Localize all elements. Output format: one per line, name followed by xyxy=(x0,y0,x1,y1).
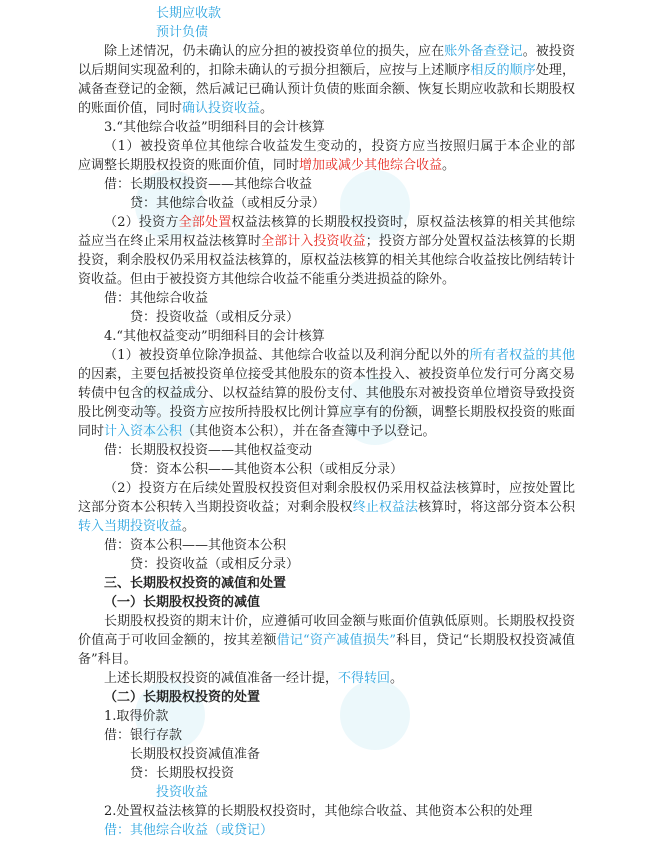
text-segment: 的账面价值，同时 xyxy=(78,101,183,116)
highlight-blue-text: 终止权益法 xyxy=(352,500,419,515)
text-segment: 借：其他综合收益 xyxy=(104,291,209,306)
text-line xyxy=(78,327,575,346)
text-line xyxy=(78,137,575,156)
text-segment: 处理， xyxy=(535,63,575,78)
text-segment: 资收益。但由于被投资方其他综合收益不能重分类进损益的除外。 xyxy=(78,272,456,287)
text-segment: 除上述情况，仍未确认的应分担的被投资单位的损失，应在 xyxy=(104,44,445,59)
text-segment: 借：长期股权投资——其他综合收益 xyxy=(104,177,313,192)
text-line xyxy=(78,783,575,802)
highlight-red-text: 增加或减少其他综合收益 xyxy=(299,158,443,173)
text-segment: 应调整长期股权投资的账面价值，同时 xyxy=(78,158,300,173)
text-line xyxy=(78,612,575,631)
text-segment: 投资，剩余股权仍采用权益法核算的，原权益法核算的相关其他综合收益按比例结转计 xyxy=(78,253,575,268)
text-line xyxy=(78,460,575,479)
text-segment: 3.“其他综合收益”明细科目的会计核算 xyxy=(104,120,325,135)
text-line xyxy=(78,175,575,194)
text-segment: 核算时，将这部分资本公积 xyxy=(418,500,575,515)
text-segment: 。 xyxy=(390,671,404,686)
highlight-blue-text: 转入当期投资收益 xyxy=(78,519,183,534)
text-line xyxy=(78,555,575,574)
highlight-blue-text: 借：其他综合收益（或贷记） xyxy=(104,823,274,838)
text-line xyxy=(78,517,575,536)
text-segment: 2.处置权益法核算的长期股权投资时，其他综合收益、其他资本公积的处理 xyxy=(104,804,533,819)
text-line xyxy=(78,251,575,270)
text-line xyxy=(78,536,575,555)
text-segment: （一）长期股权投资的减值 xyxy=(104,595,261,610)
text-segment: 备”科目。 xyxy=(78,652,137,667)
text-segment: 科目，贷记“长期股权投资减值 xyxy=(396,633,575,648)
text-line xyxy=(78,194,575,213)
text-line xyxy=(78,650,575,669)
highlight-blue-text: 确认投资收益 xyxy=(182,101,261,116)
text-line xyxy=(78,745,575,764)
text-segment: 同时 xyxy=(78,424,105,439)
text-segment: 借：银行存款 xyxy=(104,728,183,743)
text-line xyxy=(78,479,575,498)
text-line xyxy=(78,213,575,232)
text-segment: 三、长期股权投资的减值和处置 xyxy=(104,576,287,591)
text-segment: 权益法核算的长期股权投资时，原权益法核算的相关其他综 xyxy=(231,215,575,230)
highlight-blue-text: 投资收益 xyxy=(156,785,209,800)
text-segment: 。 xyxy=(182,519,196,534)
section-heading xyxy=(78,688,575,707)
text-line xyxy=(78,23,575,42)
text-segment: 的因素，主要包括被投资单位接受其他股东的资本性投入、被投资单位发行可分离交易 xyxy=(78,367,575,382)
text-segment: （二）长期股权投资的处置 xyxy=(104,690,261,705)
highlight-blue-text: 不得转回 xyxy=(338,671,391,686)
text-segment: 益应当在终止采用权益法核算时 xyxy=(78,234,262,249)
text-segment: 减备查登记的金额，然后减记已确认预计负债的账面余额、恢复长期应收款和长期股权 xyxy=(78,82,575,97)
highlight-blue-text: 账外备查登记 xyxy=(444,44,523,59)
text-segment: 。 xyxy=(260,101,274,116)
highlight-blue-text: 借记“资产减值损失” xyxy=(276,633,397,648)
text-line xyxy=(78,270,575,289)
text-segment: （其他资本公积），并在备查簿中予以登记。 xyxy=(182,424,436,439)
text-segment: 贷：长期股权投资 xyxy=(130,766,235,781)
text-line xyxy=(78,346,575,365)
text-line xyxy=(78,441,575,460)
text-line xyxy=(78,669,575,688)
text-line xyxy=(78,422,575,441)
text-line xyxy=(78,403,575,422)
text-line xyxy=(78,821,575,840)
highlight-red-text: 全部处置 xyxy=(178,215,232,230)
text-line xyxy=(78,289,575,308)
text-line xyxy=(78,156,575,175)
text-line xyxy=(78,308,575,327)
text-line xyxy=(78,365,575,384)
text-segment: 长期股权投资减值准备 xyxy=(130,747,261,762)
highlight-blue-text: 计入资本公积 xyxy=(104,424,183,439)
text-line xyxy=(78,118,575,137)
text-segment: 上述长期股权投资的减值准备一经计提， xyxy=(104,671,339,686)
text-line xyxy=(78,61,575,80)
text-segment: 贷：资本公积——其他资本公积（或相反分录） xyxy=(130,462,404,477)
text-segment: 4.“其他权益变动”明细科目的会计核算 xyxy=(104,329,325,344)
highlight-red-text: 全部计入投资收益 xyxy=(261,234,366,249)
text-segment: 这部分资本公积转入当期投资收益；对剩余股权 xyxy=(78,500,353,515)
highlight-blue-text: 长期应收款 xyxy=(156,6,222,21)
text-line xyxy=(78,707,575,726)
text-segment: 1.取得价款 xyxy=(104,709,169,724)
highlight-blue-text: 预计负债 xyxy=(156,25,209,40)
text-segment: （2）投资方在后续处置股权投资但对剩余股权仍采用权益法核算时，应按处置比 xyxy=(104,481,575,496)
text-line xyxy=(78,99,575,118)
text-segment: 。 xyxy=(442,158,456,173)
text-segment: 贷：其他综合收益（或相反分录） xyxy=(130,196,326,211)
text-line xyxy=(78,726,575,745)
text-segment: 价值高于可收回金额的，按其差额 xyxy=(78,633,277,648)
text-segment: 借：资本公积——其他资本公积 xyxy=(104,538,287,553)
section-heading xyxy=(78,574,575,593)
highlight-blue-text: 相反的顺序 xyxy=(470,63,536,78)
text-segment: （1）被投资单位除净损益、其他综合收益以及利润分配以外的 xyxy=(104,348,470,363)
text-segment: ；投资方部分处置权益法核算的长期 xyxy=(365,234,575,249)
text-line xyxy=(78,631,575,650)
text-line xyxy=(78,4,575,23)
text-line xyxy=(78,232,575,251)
text-segment: 股比例变动等。投资方应按所持股权比例计算应享有的份额，调整长期股权投资的账面 xyxy=(78,405,575,420)
text-line xyxy=(78,42,575,61)
text-segment: 以后期间实现盈利的，扣除未确认的亏损分担额后，应按与上述顺序 xyxy=(78,63,471,78)
text-line xyxy=(78,764,575,783)
text-segment: 长期股权投资的期末计价，应遵循可收回金额与账面价值孰低原则。长期股权投资 xyxy=(104,614,575,629)
text-segment: 转债中包含的权益成分、以权益结算的股份支付、其他股东对被投资单位增资导致投资 xyxy=(78,386,575,401)
document-body xyxy=(78,4,575,840)
highlight-blue-text: 所有者权益的其他 xyxy=(469,348,575,363)
text-segment: （1）被投资单位其他综合收益发生变动的，投资方应当按照归属于本企业的部 xyxy=(104,139,575,154)
text-line xyxy=(78,802,575,821)
text-line xyxy=(78,384,575,403)
text-segment: 贷：投资收益（或相反分录） xyxy=(130,310,300,325)
section-heading xyxy=(78,593,575,612)
text-segment: 借：长期股权投资——其他权益变动 xyxy=(104,443,313,458)
text-segment: 。被投资 xyxy=(522,44,575,59)
text-segment: 贷：投资收益（或相反分录） xyxy=(130,557,300,572)
text-line xyxy=(78,80,575,99)
text-segment: （2）投资方 xyxy=(104,215,179,230)
text-line xyxy=(78,498,575,517)
